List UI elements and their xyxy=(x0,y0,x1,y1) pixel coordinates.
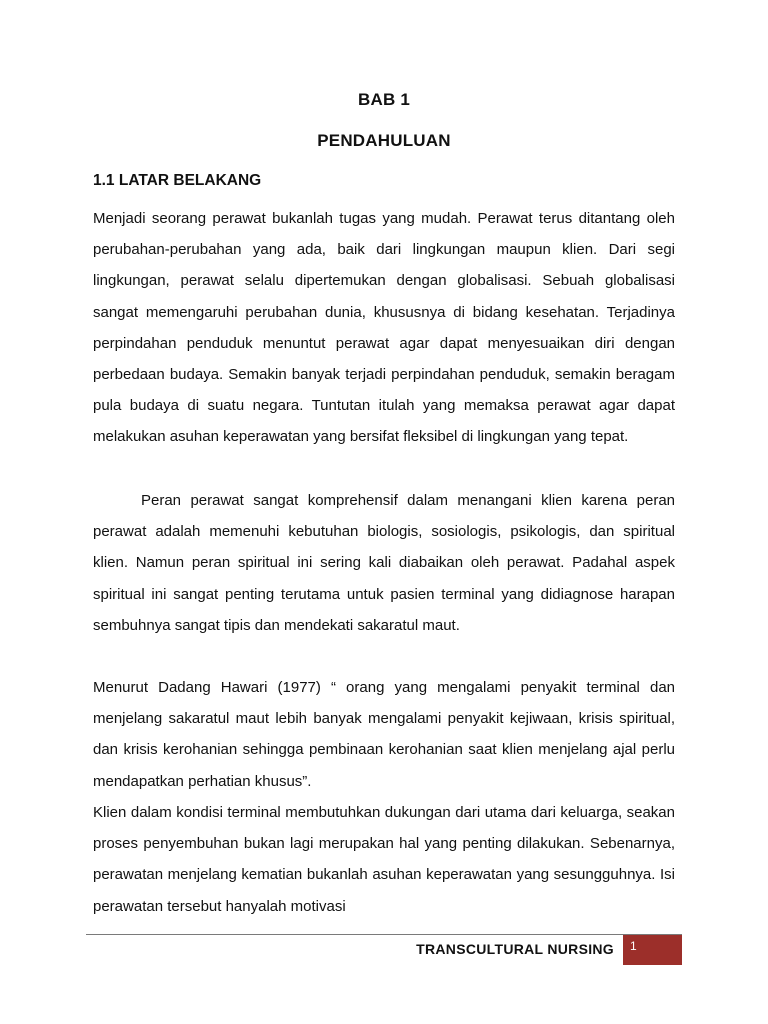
paragraph-text: Menurut Dadang Hawari (1977) “ orang yang mengalami penyakit terminal dan menjelang sakaratul maut lebih banyak mengalami penyakit kejiwaan, krisis spiritual, dan krisis kerohanian sehingga pembinaan kerohanian saat klien menjelang ajal perlu mendapatkan perhatian khusus”. xyxy=(93,679,675,790)
paragraph-text: Menjadi seorang perawat bukanlah tugas yang mudah. Perawat terus ditantang oleh perubahan-perubahan yang ada, baik dari lingkungan maupun klien. Dari segi lingkungan, perawat selalu dipertemukan dengan globalisasi. Sebuah globalisasi sangat memengaruhi perubahan dunia, khususnya di bidang kesehatan. Terjadinya perpindahan penduduk menuntut perawat agar dapat menyesuaikan diri dengan perbedaan budaya. Semakin banyak terjadi perpindahan penduduk, semakin beragam pula budaya di suatu negara. Tuntutan itulah yang memaksa perawat agar dapat melakukan asuhan keperawatan yang bersifat fleksibel di lingkungan yang tepat. xyxy=(93,210,675,446)
footer-divider xyxy=(86,934,682,935)
chapter-label: BAB 1 xyxy=(357,90,410,109)
page-number: 1 xyxy=(630,939,637,953)
chapter-title: PENDAHULUAN xyxy=(317,131,451,150)
paragraph-1 xyxy=(93,203,675,453)
paragraph-text: Klien dalam kondisi terminal membutuhkan dukungan dari utama dari keluarga, seakan proses penyembuhan bukan lagi merupakan hal yang penting dilakukan. Sebenarnya, perawatan menjelang kematian bukanlah asuhan keperawatan yang sesungguhnya. Isi perawatan tersebut hanyalah motivasi xyxy=(93,804,675,915)
paragraph-text: Peran perawat sangat komprehensif dalam menangani klien karena peran perawat adalah memenuhi kebutuhan biologis, sosiologis, psikologis, dan spiritual klien. Namun peran spiritual ini sering kali diabaikan oleh perawat. Padahal aspek spiritual ini sangat penting terutama untuk pasien terminal yang didiagnose harapan sembuhnya sangat tipis dan mendekati sakaratul maut. xyxy=(93,492,675,634)
footer-title: TRANSCULTURAL NURSING xyxy=(416,941,614,957)
section-heading: 1.1 LATAR BELAKANG xyxy=(93,172,262,189)
paragraph-4 xyxy=(93,797,675,925)
paragraph-2 xyxy=(93,485,675,641)
page-number-badge xyxy=(623,935,682,965)
paragraph-3 xyxy=(93,672,675,797)
